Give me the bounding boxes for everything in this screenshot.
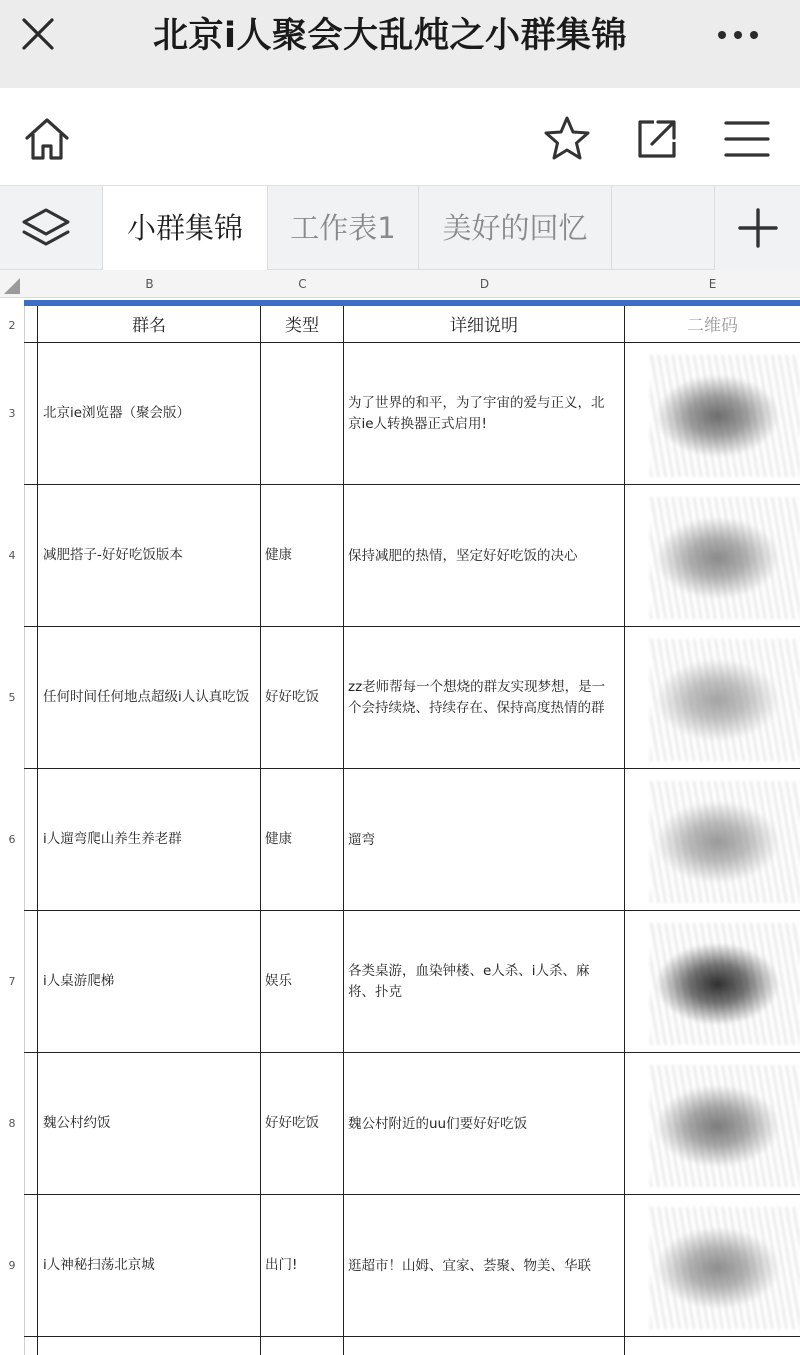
- grid-line: [24, 1336, 800, 1337]
- cell-group-name[interactable]: i人神秘扫荡北京城: [43, 1257, 155, 1273]
- grid-line: [24, 484, 800, 485]
- grid-line: [24, 306, 25, 1355]
- cell-type[interactable]: 娱乐: [265, 973, 292, 989]
- toolbar: [0, 88, 800, 186]
- plus-icon: [737, 207, 779, 249]
- cell-description[interactable]: [348, 1256, 622, 1277]
- grid-line: [343, 306, 344, 1355]
- grid-line: [24, 1052, 800, 1053]
- description-line: 各类桌游，血染钟楼、e人杀、i人杀、麻: [348, 963, 590, 979]
- cell-description[interactable]: [348, 393, 622, 435]
- home-icon[interactable]: [22, 114, 72, 164]
- cell-type[interactable]: 健康: [265, 547, 292, 563]
- description-line: 保持减肥的热情，坚定好好吃饭的决心: [348, 547, 578, 564]
- row-number[interactable]: 7: [0, 911, 24, 1053]
- grid-line: [24, 626, 800, 627]
- grid-line: [260, 306, 261, 1355]
- grid-line: [37, 306, 38, 1355]
- row-number[interactable]: 6: [0, 769, 24, 911]
- qr-code-image-blurred: [650, 497, 800, 619]
- header-cell-group-name[interactable]: 群名: [132, 316, 166, 336]
- description-line: 遛弯: [348, 831, 375, 848]
- cell-group-name[interactable]: 任何时间任何地点超级i人认真吃饭: [43, 689, 250, 705]
- header-cell-description[interactable]: 详细说明: [450, 316, 518, 336]
- cell-group-name[interactable]: i人遛弯爬山养生养老群: [43, 831, 182, 847]
- cell-group-name[interactable]: 减肥搭子-好好吃饭版本: [43, 547, 183, 563]
- row-number[interactable]: 8: [0, 1053, 24, 1195]
- menu-icon[interactable]: [722, 114, 772, 164]
- qr-code-image-blurred: [650, 355, 800, 477]
- grid-line: [24, 1194, 800, 1195]
- column-header-c[interactable]: C: [298, 277, 307, 291]
- description-line: 个会持续烧、持续存在、保持高度热情的群: [348, 700, 605, 716]
- cell-description[interactable]: [348, 677, 622, 719]
- row-number[interactable]: 4: [0, 485, 24, 627]
- row-number[interactable]: 3: [0, 343, 24, 485]
- cell-description[interactable]: [348, 1114, 622, 1135]
- cell-type[interactable]: 好好吃饭: [265, 689, 319, 705]
- frozen-pane-divider: [24, 300, 800, 306]
- tab-divider: [611, 186, 612, 270]
- column-header: [0, 270, 800, 298]
- window-title: 北京i人聚会大乱炖之小群集锦: [153, 16, 627, 56]
- header-cell-type[interactable]: 类型: [285, 316, 319, 336]
- qr-code-image-blurred: [650, 1207, 800, 1329]
- description-line: 将、扑克: [348, 984, 402, 1000]
- grid-line: [24, 342, 800, 343]
- qr-code-image-blurred: [650, 639, 800, 761]
- description-line: 为了世界的和平，为了宇宙的爱与正义，北: [348, 395, 605, 411]
- cell-type[interactable]: 健康: [265, 831, 292, 847]
- qr-code-image-blurred: [650, 923, 800, 1045]
- select-all-corner[interactable]: [0, 270, 24, 298]
- tab-sheet-3[interactable]: 美好的回忆: [442, 211, 588, 245]
- close-icon[interactable]: [18, 14, 58, 54]
- grid-line: [24, 768, 800, 769]
- cell-description[interactable]: [348, 961, 622, 1003]
- tab-sheet-2[interactable]: 工作表1: [290, 211, 396, 245]
- row-number[interactable]: 2: [0, 310, 24, 342]
- cell-group-name[interactable]: i人桌游爬梯: [43, 973, 115, 989]
- description-line: 京ie人转换器正式启用!: [348, 416, 487, 432]
- cell-description[interactable]: [348, 830, 622, 851]
- grid-line: [624, 306, 625, 1355]
- column-header-d[interactable]: D: [479, 277, 490, 291]
- tab-sheet-1[interactable]: 小群集锦: [103, 186, 267, 270]
- cell-type[interactable]: 出门!: [265, 1257, 298, 1273]
- more-horizontal-icon[interactable]: [714, 20, 762, 50]
- description-line: 逛超市！山姆、宜家、荟聚、物美、华联: [348, 1257, 591, 1274]
- row-number[interactable]: 9: [0, 1195, 24, 1337]
- share-external-icon[interactable]: [632, 114, 682, 164]
- add-sheet-button[interactable]: [714, 186, 800, 270]
- star-icon[interactable]: [542, 114, 592, 164]
- description-line: 魏公村附近的uu们要好好吃饭: [348, 1115, 528, 1132]
- column-header-e[interactable]: E: [708, 277, 717, 291]
- cell-type[interactable]: 好好吃饭: [265, 1115, 319, 1131]
- cell-group-name[interactable]: 北京ie浏览器（聚会版）: [43, 405, 191, 421]
- qr-code-image-blurred: [650, 781, 800, 903]
- qr-code-image-blurred: [650, 1065, 800, 1187]
- title-bar: [0, 0, 800, 88]
- cell-group-name[interactable]: 魏公村约饭: [43, 1115, 111, 1131]
- sheet-tabs: [0, 186, 800, 270]
- layers-icon[interactable]: [20, 204, 72, 252]
- column-header-b[interactable]: B: [145, 277, 154, 291]
- header-cell-qr-code[interactable]: 二维码: [687, 316, 738, 336]
- grid-line: [24, 910, 800, 911]
- row-number[interactable]: 5: [0, 627, 24, 769]
- description-line: zz老师帮每一个想烧的群友实现梦想，是一: [348, 679, 606, 695]
- cell-description[interactable]: [348, 546, 622, 567]
